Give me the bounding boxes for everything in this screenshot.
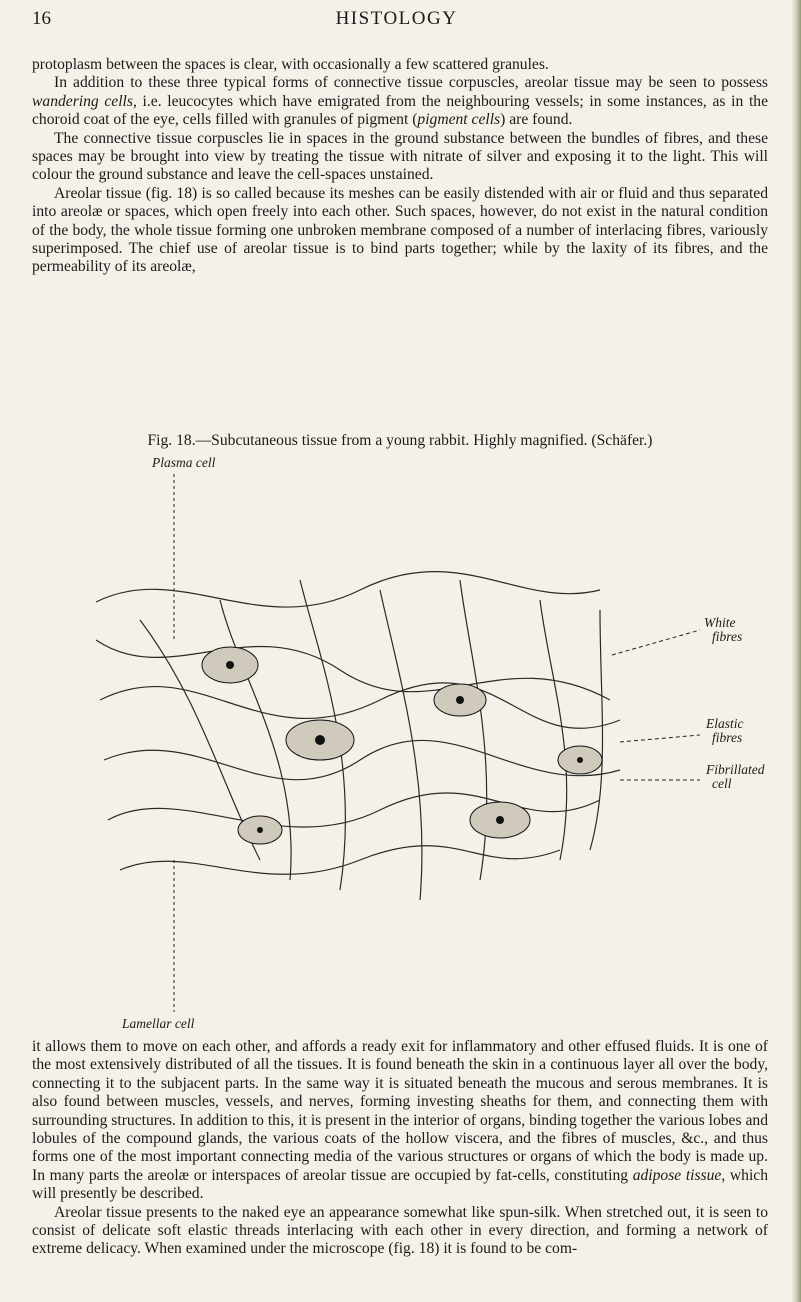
label-elastic-fibres-1: Elastic xyxy=(706,716,744,731)
scan-edge xyxy=(791,0,801,1302)
cell-shapes xyxy=(202,647,602,844)
fibre-network xyxy=(96,572,620,900)
figure-caption: Fig. 18.—Subcutaneous tissue from a young rabbit. Highly magnified. (Schäfer.) xyxy=(147,432,653,449)
paragraph-corpuscles: The connective tissue corpuscles lie in spaces in the ground substance between the bundles of fibres, and these spaces may be brought into view by treating the tissue with nitrate of silver and exposing it to the light. This will colour the ground substance and leave the cell-spaces unstained. xyxy=(32,129,768,184)
nucleus xyxy=(577,757,583,763)
paragraph-spun-silk: Areolar tissue presents to the naked eye an appearance somewhat like spun-silk. When stretched out, it is seen to consist of delicate soft elastic threads interlacing with each other in every direction, and forming a network of extreme delicacy. When examined under the microscope (fig. 18) it is found to be com- xyxy=(32,1203,768,1258)
paragraph-wandering-cells: In addition to these three typical forms of connective tissue corpuscles, areolar tissue may be seen to possess wandering cells, i.e. leucocytes which have emigrated from the neighbouring vessels; in some instances, as in the choroid coat of the eye, cells filled with granules of pigment (pigment cells) are found. xyxy=(32,74,768,129)
label-white-fibres-1: White xyxy=(704,615,736,630)
label-fibrillated-cell-1: Fibrillated xyxy=(706,762,765,777)
paragraph-areolar-distribution: it allows them to move on each other, and affords a ready exit for inflammatory and other effused fluids. It is one of the most extensively distributed of all the tissues. It is found beneath the skin in a continuous layer all over the body, connecting it to the subjacent parts. In the same way it is situated beneath the mucous and serous membranes. It is also found between muscles, vessels, and nerves, forming investing sheaths for them, and connecting them with surrounding structures. In addition to this, it is present in the interior of organs, binding together the various lobes and lobules of the compound glands, the various coats of the hollow viscera, and the fibres of muscles, &c., and thus forms one of the most important connecting media of the various structures or organs of which the body is made up. In many parts the areolæ or interspaces of areolar tissue are occupied by fat-cells, constituting adipose tissue, which will presently be described. xyxy=(32,1038,768,1203)
label-fibrillated-cell-2: cell xyxy=(712,776,732,791)
label-plasma-cell: Plasma cell xyxy=(152,455,216,470)
nucleus xyxy=(315,735,325,745)
page-number: 16 xyxy=(32,8,51,29)
nuclei xyxy=(226,661,583,833)
elastic-fibres-leader xyxy=(620,735,700,742)
nucleus xyxy=(257,827,263,833)
paragraph-continuation: protoplasm between the spaces is clear, with occasionally a few scattered granules. xyxy=(32,56,549,73)
white-fibres-leader xyxy=(612,630,700,655)
label-elastic-fibres-2: fibres xyxy=(712,730,743,745)
nucleus xyxy=(226,661,234,669)
bottom-text-block xyxy=(32,1038,768,1259)
label-lamellar-cell: Lamellar cell xyxy=(122,1016,195,1031)
nucleus xyxy=(456,696,464,704)
paragraph-areolar-tissue: Areolar tissue (fig. 18) is so called because its meshes can be easily distended with air or fluid and thus separated into areolæ or spaces, which open freely into each other. Such spaces, however, do not exist in the natural condition of the body, the whole tissue forming one unbroken membrane composed of a number of interlacing fibres, variously superimposed. The chief use of areolar tissue is to bind parts together; while by the laxity of its fibres, and the permeability of its areolæ, xyxy=(32,184,768,276)
nucleus xyxy=(496,816,504,824)
label-white-fibres-2: fibres xyxy=(712,629,743,644)
running-head: HISTOLOGY xyxy=(335,8,458,29)
